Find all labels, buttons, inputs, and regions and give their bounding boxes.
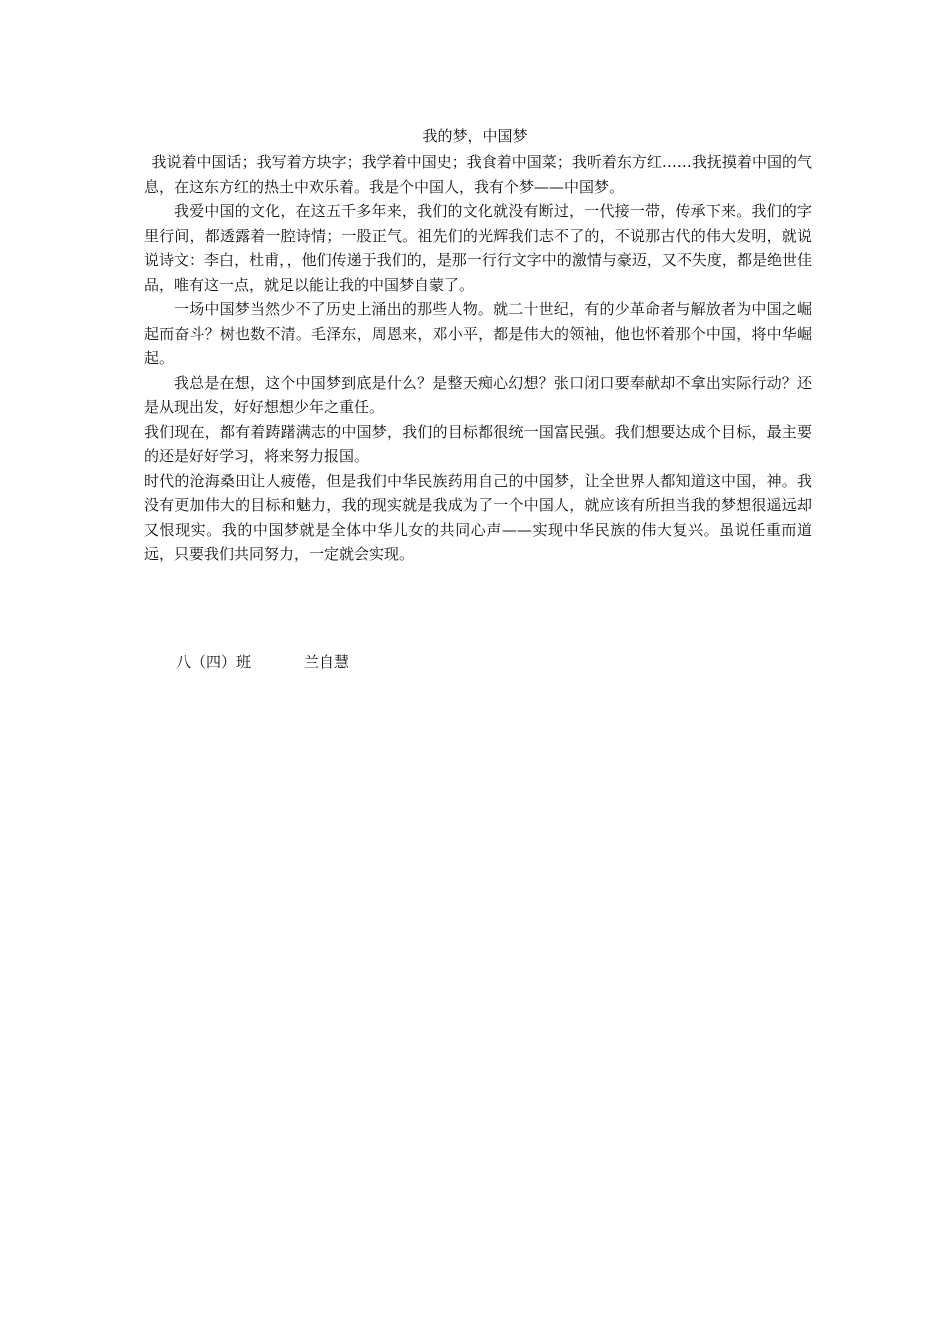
document-title: 我的梦，中国梦 <box>422 127 528 145</box>
signature-class: 八（四）班 <box>176 653 252 671</box>
paragraph-5: 我们现在，都有着踌躇满志的中国梦，我们的目标都很统一国富民强。我们想要达成个目标，最主要的还是好好学习，将来努力报国。 <box>144 422 812 465</box>
document-body <box>144 150 812 567</box>
paragraph-1: 我说着中国话；我写着方块字；我学着中国史；我食着中国菜；我听着东方红……我抚摸着中国的气息，在这东方红的热土中欢乐着。我是个中国人，我有个梦——中国梦。 <box>144 153 812 196</box>
paragraph-3: 一场中国梦当然少不了历史上涌出的那些人物。就二十世纪，有的少革命者与解放者为中国之崛起而奋斗？树也数不清。毛泽东，周恩来，邓小平，都是伟大的领袖，他也怀着那个中国，将中华崛起。 <box>144 300 812 367</box>
paragraph-4: 我总是在想，这个中国梦到底是什么？是整天痴心幻想？张口闭口要奉献却不拿出实际行动？还是从现出发，好好想想少年之重任。 <box>144 373 812 416</box>
paragraph-6: 时代的沧海桑田让人疲倦，但是我们中华民族药用自己的中国梦，让全世界人都知道这中国，神。我没有更加伟大的目标和魅力，我的现实就是我成为了一个中国人，就应该有所担当我的梦想很遥远却又恨现实。我的中国梦就是全体中华儿女的共同心声——实现中华民族的伟大复兴。虽说任重而道远，只要我们共同努力，一定就会实现。 <box>144 471 812 563</box>
signature-author: 兰自慧 <box>304 653 350 671</box>
paragraph-2: 我爱中国的文化，在这五千多年来，我们的文化就没有断过，一代接一带，传承下来。我们的字里行间，都透露着一腔诗情；一股正气。祖先们的光辉我们志不了的，不说那古代的伟大发明，就说说诗文：李白，杜甫，，他们传递于我们的，是那一行行文字中的激情与豪迈，又不失度，都是绝世佳品，唯有这一点，就足以能让我的中国梦自蒙了。 <box>144 202 812 294</box>
